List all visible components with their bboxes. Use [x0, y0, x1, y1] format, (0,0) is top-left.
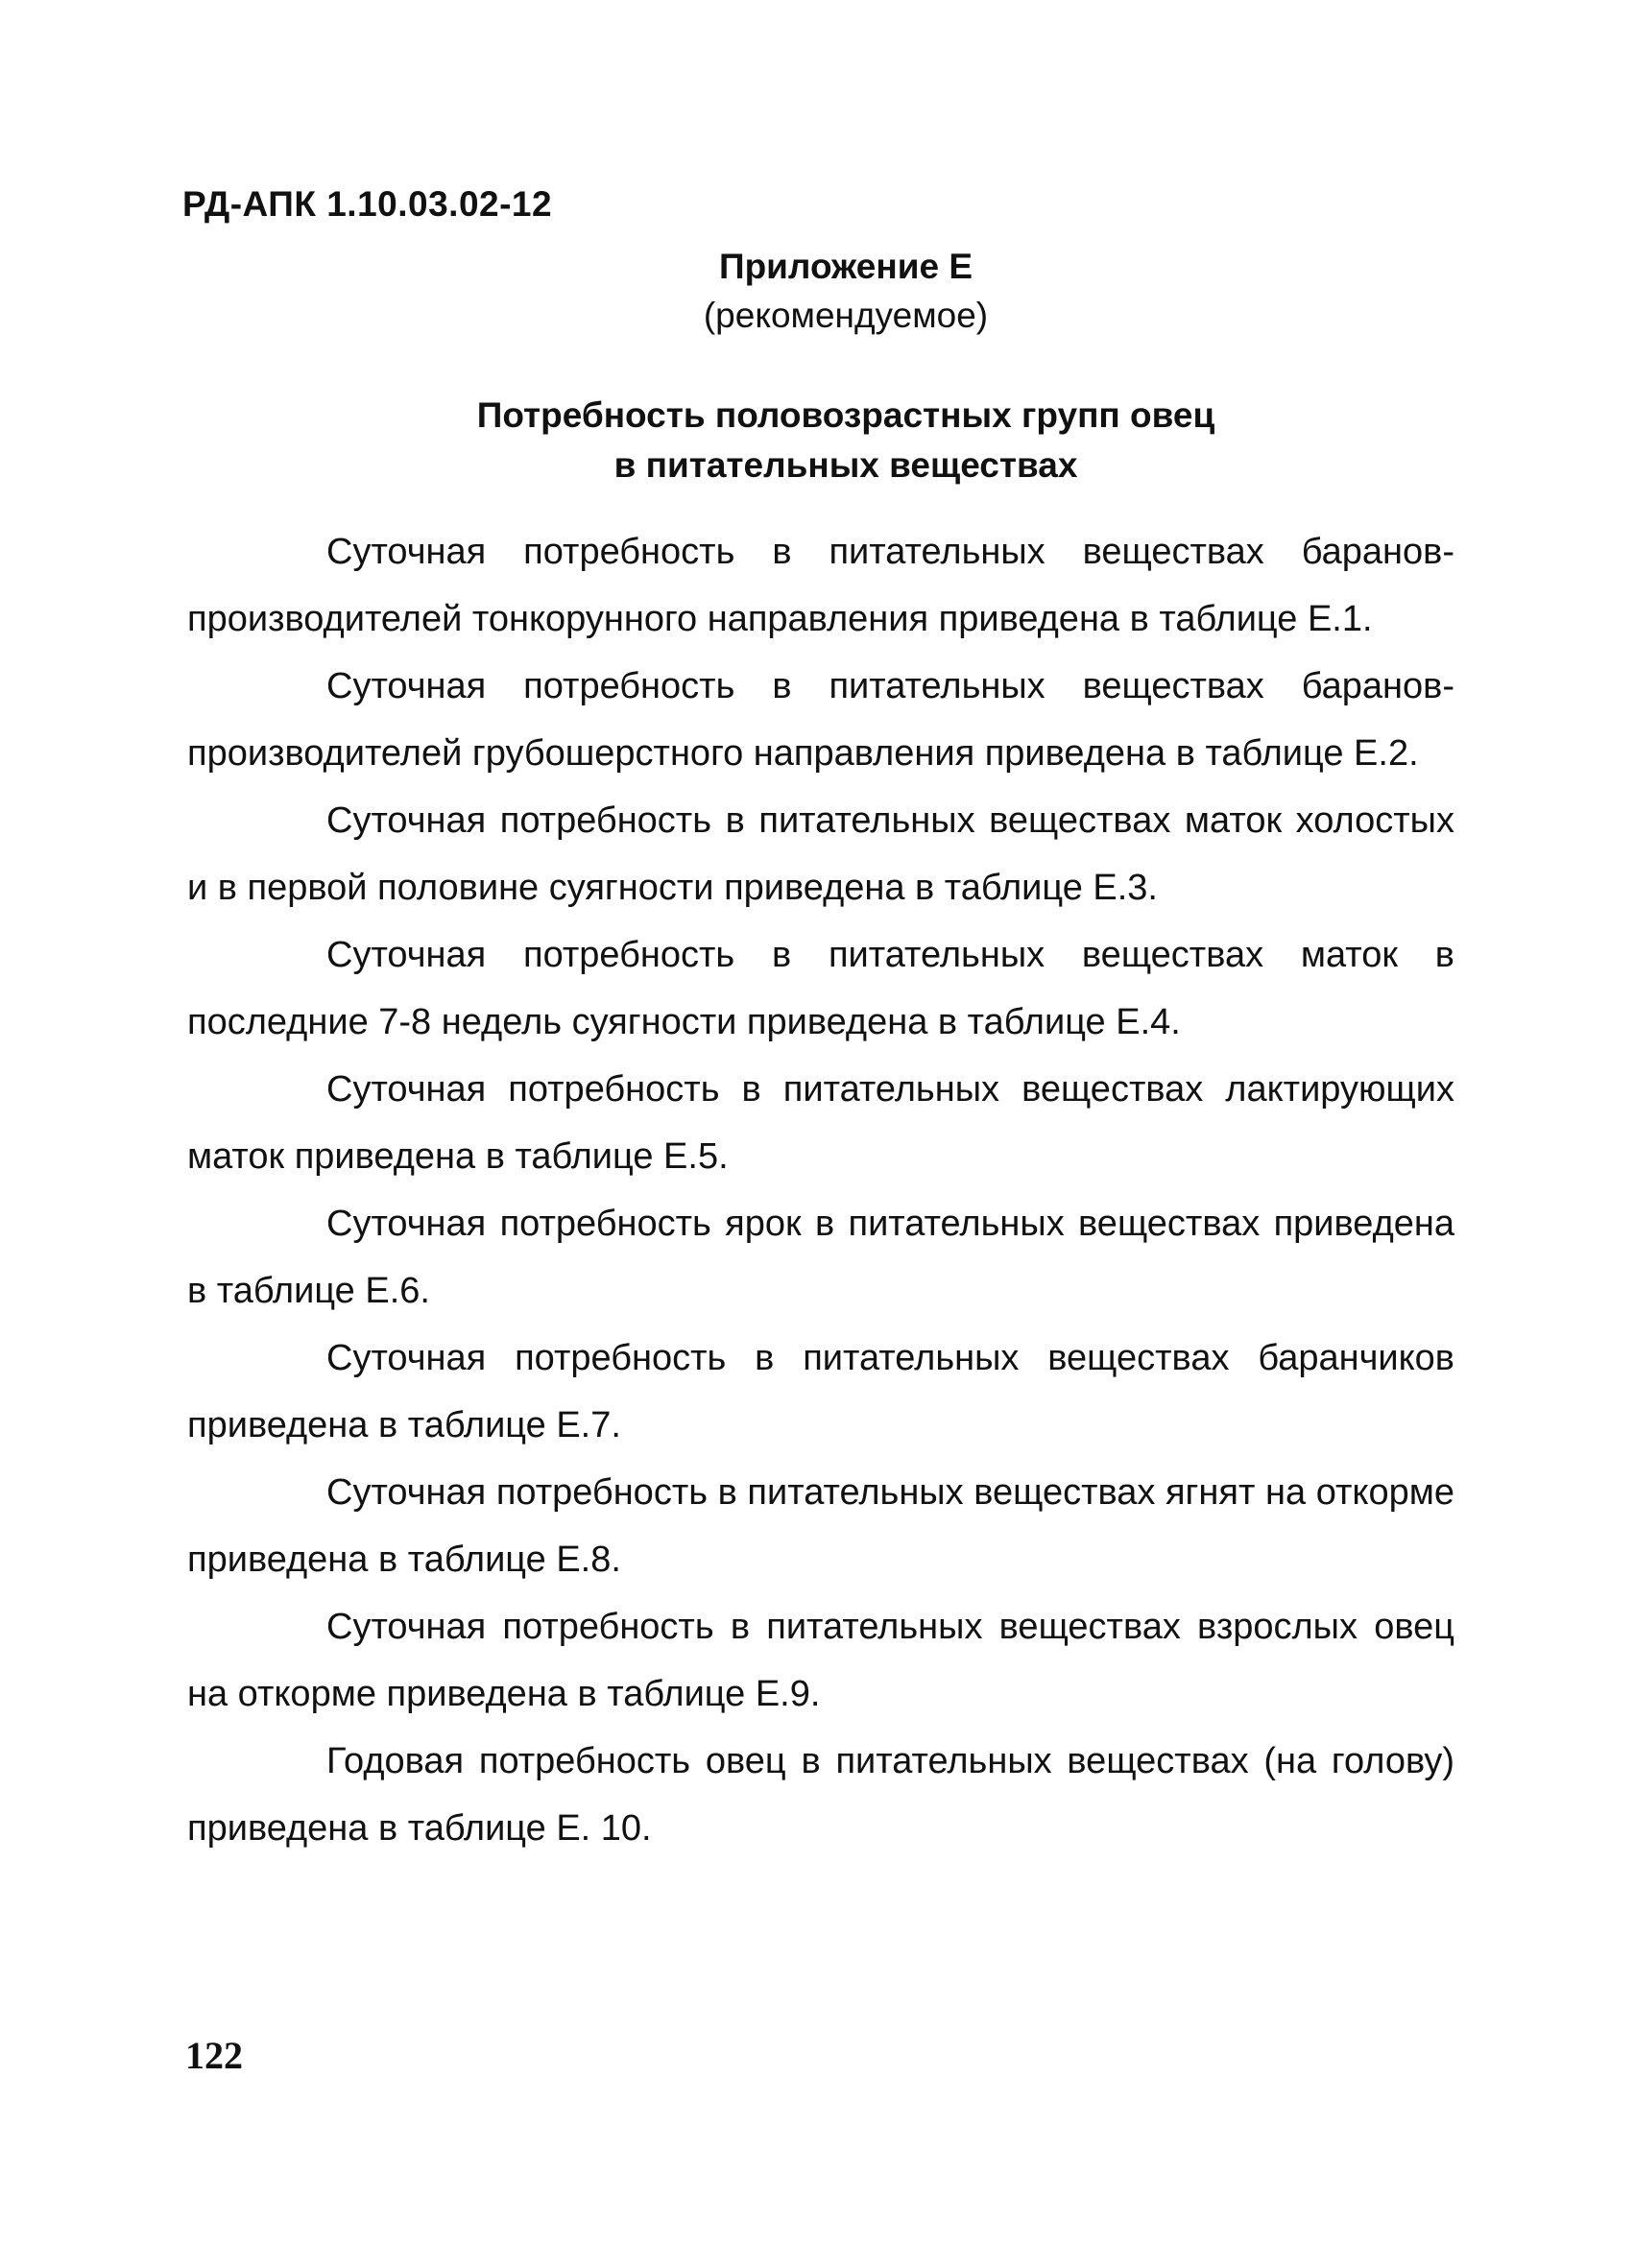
paragraph: Суточная потребность в питательных веществах баранчиков приведена в таблице Е.7.: [187, 1338, 1454, 1445]
document-code: РД-АПК 1.10.03.02-12: [182, 184, 553, 224]
paragraph: Суточная потребность в питательных веществах баранов-производителей грубошерстного направления приведена в таблице Е.2.: [187, 666, 1454, 774]
body-text: [187, 518, 1454, 1862]
paragraph: Годовая потребность овец в питательных веществах (на голову) приведена в таблице Е. 10.: [187, 1741, 1454, 1849]
section-heading-line-2: в питательных веществах: [613, 445, 1078, 485]
section-heading: [0, 391, 1634, 490]
paragraph: Суточная потребность в питательных веществах маток холостых и в первой половине суягности приведена в таблице Е.3.: [187, 800, 1454, 908]
appendix-status: (рекомендуемое): [703, 296, 989, 335]
section-heading-line-1: Потребность половозрастных групп овец: [476, 395, 1215, 435]
paragraph: Суточная потребность в питательных веществах маток в последние 7-8 недель суягности приведена в таблице Е.4.: [187, 935, 1454, 1042]
paragraph: Суточная потребность в питательных веществах ягнят на откорме приведена в таблице Е.8.: [187, 1472, 1454, 1580]
paragraph: Суточная потребность ярок в питательных веществах приведена в таблице Е.6.: [187, 1204, 1454, 1311]
paragraph: Суточная потребность в питательных веществах взрослых овец на откорме приведена в таблице Е.9.: [187, 1607, 1454, 1714]
page-number: 122: [185, 2034, 243, 2077]
paragraph: Суточная потребность в питательных веществах баранов-производителей тонкорунного направления приведена в таблице Е.1.: [187, 532, 1454, 639]
appendix-title: Приложение Е: [718, 247, 973, 286]
paragraph: Суточная потребность в питательных веществах лактирующих маток приведена в таблице Е.5.: [187, 1069, 1454, 1177]
